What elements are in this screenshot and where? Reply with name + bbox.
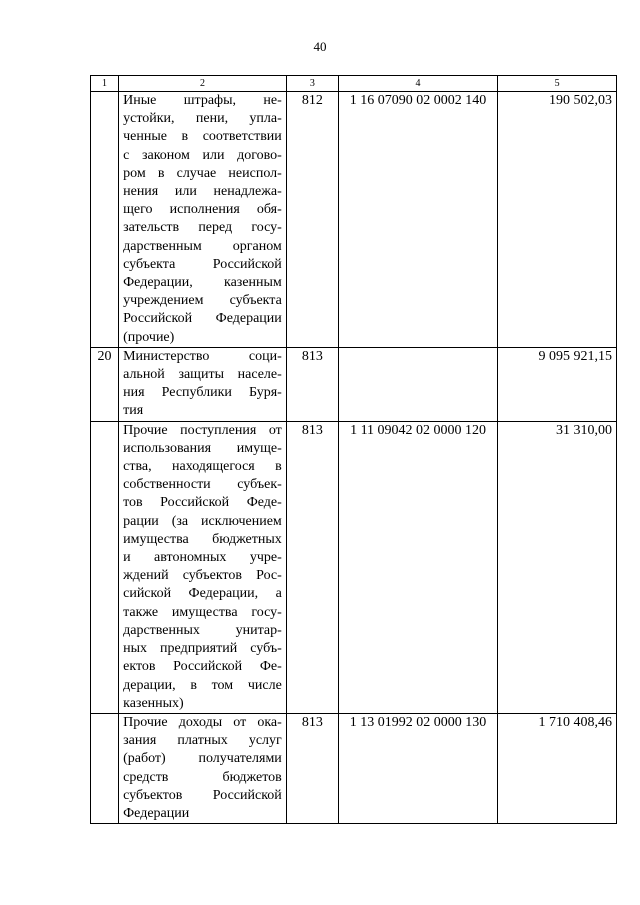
revenue-name-line: Иные штрафы, не- — [123, 93, 282, 108]
revenue-table — [90, 75, 617, 824]
revenue-name-line: ных предприятий субъ- — [123, 641, 282, 657]
page-number: 40 — [313, 39, 327, 54]
revenue-name-line: казенных) — [123, 695, 184, 711]
revenue-name-line: альной защиты населе- — [123, 367, 282, 383]
row-number — [91, 421, 119, 713]
revenue-name — [119, 347, 287, 421]
budget-classification-code — [338, 347, 497, 421]
revenue-name-line: Федерации — [123, 805, 190, 821]
amount: 9 095 921,15 — [498, 347, 617, 421]
budget-classification-code: 1 16 07090 02 0002 140 — [338, 92, 497, 348]
table-row — [91, 713, 617, 823]
revenue-name-line: сийской Федерации, а — [123, 586, 282, 602]
revenue-name-line: щего исполнения обя- — [123, 202, 282, 218]
administrator-code: 812 — [286, 92, 338, 348]
revenue-name — [119, 713, 287, 823]
administrator-code: 813 — [286, 347, 338, 421]
revenue-name-line: средств бюджетов — [123, 769, 282, 785]
revenue-name-line: ства, находящегося в — [123, 459, 282, 475]
column-header-4: 4 — [338, 76, 497, 92]
revenue-name-line: дерации, в том числе — [123, 677, 282, 693]
table-row — [91, 421, 617, 713]
amount: 31 310,00 — [498, 421, 617, 713]
revenue-name-line: использования имуще- — [123, 440, 282, 456]
revenue-name-line: имущества бюджетных — [123, 531, 282, 547]
revenue-name-line: дарственных унитар- — [123, 622, 282, 638]
row-number — [91, 713, 119, 823]
revenue-name-line: с законом или догово- — [123, 147, 282, 163]
amount: 1 710 408,46 — [498, 713, 617, 823]
revenue-name-line: Российской Федерации — [123, 311, 282, 327]
budget-classification-code: 1 13 01992 02 0000 130 — [338, 713, 497, 823]
revenue-name-line: ждений субъектов Рос- — [123, 568, 282, 584]
table-body — [91, 92, 617, 824]
revenue-name-line: ния Республики Буря- — [123, 385, 282, 401]
revenue-name-line: (прочие) — [123, 329, 175, 345]
revenue-name-line: нения или ненадлежа- — [123, 184, 282, 200]
administrator-code: 813 — [286, 421, 338, 713]
revenue-name-line: Министерство соци- — [123, 348, 282, 364]
column-header-3: 3 — [286, 76, 338, 92]
revenue-name-line: Прочие доходы от ока- — [123, 714, 282, 730]
budget-classification-code: 1 11 09042 02 0000 120 — [338, 421, 497, 713]
amount: 190 502,03 — [498, 92, 617, 348]
revenue-name-line: тия — [123, 403, 144, 419]
column-header-5: 5 — [498, 76, 617, 92]
revenue-name-line: ром в случае неиспол- — [123, 165, 282, 181]
revenue-name-line: и автономных учре- — [123, 550, 282, 566]
revenue-name-line: дарственным органом — [123, 238, 282, 254]
revenue-name — [119, 421, 287, 713]
revenue-name — [119, 92, 287, 348]
revenue-name-line: тов Российской Феде- — [123, 495, 282, 511]
column-header-2: 2 — [119, 76, 287, 92]
revenue-name-line: рации (за исключением — [123, 513, 282, 529]
revenue-name-line: также имущества госу- — [123, 604, 282, 620]
revenue-name-line: Прочие поступления от — [123, 422, 282, 438]
revenue-name-line: ченные в соответствии — [123, 129, 282, 145]
table-row — [91, 347, 617, 421]
column-header-1: 1 — [91, 76, 119, 92]
table-row — [91, 92, 617, 348]
revenue-name-line: зания платных услуг — [123, 733, 282, 749]
row-number: 20 — [91, 347, 119, 421]
revenue-name-line: устойки, пени, упла- — [123, 111, 282, 127]
row-number — [91, 92, 119, 348]
revenue-name-line: собственности субъек- — [123, 477, 282, 493]
revenue-name-line: (работ) получателями — [123, 751, 282, 767]
revenue-name-line: Федерации, казенным — [123, 275, 282, 291]
table-header-row — [91, 76, 617, 92]
revenue-name-line: субъектов Российской — [123, 787, 282, 803]
administrator-code: 813 — [286, 713, 338, 823]
revenue-name-line: учреждением субъекта — [123, 293, 282, 309]
revenue-name-line: зательств перед госу- — [123, 220, 282, 236]
revenue-name-line: ектов Российской Фе- — [123, 659, 282, 675]
revenue-name-line: субъекта Российской — [123, 256, 282, 272]
